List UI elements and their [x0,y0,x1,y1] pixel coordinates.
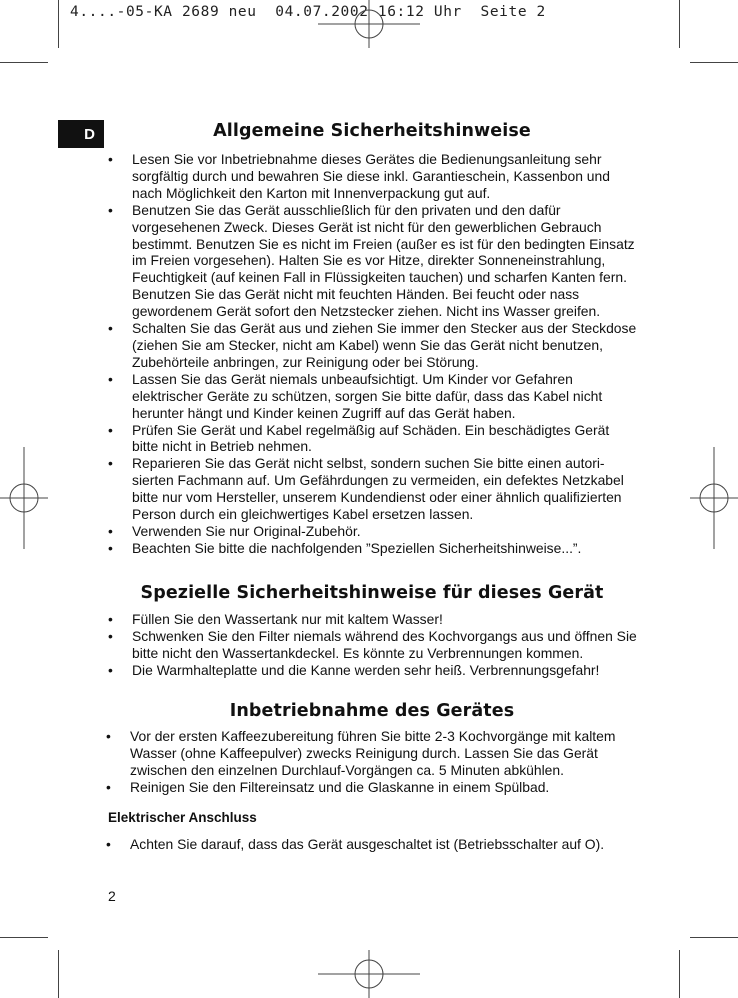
print-slug: 4....-05-KA 2689 neu 04.07.2002 16:12 Uhr Seite 2 [70,4,546,20]
crop-mark [690,937,738,938]
list-item: • Prüfen Sie Gerät und Kabel regelmäßig auf Schäden. Ein beschädigtes Gerät bitte nicht in Betrieb nehmen. [132,422,638,456]
list-item: • Die Warmhalteplatte und die Kanne werden sehr heiß. Verbrennungsgefahr! [132,662,638,679]
list-item: • Schwenken Sie den Filter niemals während des Kochvorgangs aus und öffnen Sie bitte nicht den Wassertankdeckel. Es könnte zu Verbrennungen kommen. [132,628,638,662]
commissioning-list [130,728,638,796]
section-title-general-safety: Allgemeine Sicherheitshinweise [213,121,531,141]
crop-mark [0,937,48,938]
list-item: • Benutzen Sie das Gerät ausschließlich für den privaten und den dafür vorgesehenen Zweck. Dieses Gerät ist nicht für den gewerblichen Gebrauch bestimmt. Benutzen Sie es nicht im Freien (außer es ist für den bedingten Einsatz im Freien vorgesehen). Halten Sie es vor Hitze, direkter Sonneneinstrahlung, Feuchtigkeit (auf keinen Fall in Flüssigkeiten tauchen) und scharfen Kanten fern. Benutzen Sie das Gerät nicht mit feuchten Händen. Bei feucht oder nass gewordenem Gerät sofort den Netzstecker ziehen. Nicht ins Wasser greifen. [132,202,638,320]
language-badge: D [58,120,104,148]
list-item: • Füllen Sie den Wassertank nur mit kaltem Wasser! [132,611,638,628]
list-item: • Beachten Sie bitte die nachfolgenden ”Speziellen Sicherheitshinweise...”. [132,540,638,557]
list-item: • Verwenden Sie nur Original-Zubehör. [132,523,638,540]
crop-mark [58,0,59,48]
list-item: • Lesen Sie vor Inbetriebnahme dieses Gerätes die Bedienungsanleitung sehr sorgfältig durch und bewahren Sie diese inkl. Garantieschein, Kassenbon und nach Möglichkeit den Karton mit Innenverpackung gut auf. [132,151,638,202]
list-item: • Vor der ersten Kaffeezubereitung führen Sie bitte 2-3 Kochvorgänge mit kaltem Wasser (ohne Kaffeepulver) zwecks Reinigung durch. Lassen Sie das Gerät zwischen den einzelnen Durchlauf-Vorgängen ca. 5 Minuten abkühlen. [130,728,638,779]
crop-mark [690,62,738,63]
list-item: • Lassen Sie das Gerät niemals unbeaufsichtigt. Um Kinder vor Gefahren elektrischer Geräte zu schützen, sorgen Sie bitte dafür, dass das Kabel nicht herunter hängt und Kinder keinen Zugriff auf das Gerät haben. [132,371,638,422]
list-item: • Reparieren Sie das Gerät nicht selbst, sondern suchen Sie bitte einen autori-sierten Fachmann auf. Um Gefährdungen zu vermeiden, ein defektes Netzkabel bitte nur vom Hersteller, unserem Kundendienst oder einer ähnlich qualifizierten Person durch ein gleichwertiges Kabel ersetzen lassen. [132,455,638,523]
registration-mark-bottom-icon [318,950,420,998]
section-title-electrical-connection: Elektrischer Anschluss [108,810,257,825]
list-item: • Schalten Sie das Gerät aus und ziehen Sie immer den Stecker aus der Steckdose (ziehen Sie am Stecker, nicht am Kabel) wenn Sie das Gerät nicht benutzen, Zubehörteile anbringen, zur Reinigung oder bei Störung. [132,320,638,371]
list-item: • Reinigen Sie den Filtereinsatz und die Glaskanne in einem Spülbad. [130,779,638,796]
section-title-special-safety: Spezielle Sicherheitshinweise für dieses Gerät [140,583,604,603]
section-title-commissioning: Inbetriebnahme des Gerätes [229,701,515,721]
special-safety-list [132,611,638,679]
general-safety-list [132,151,638,557]
page-number: 2 [108,888,116,904]
registration-mark-right-icon [690,447,738,549]
registration-mark-top-icon [318,0,420,48]
electrical-connection-list [130,836,638,853]
crop-mark [0,62,48,63]
list-item: • Achten Sie darauf, dass das Gerät ausgeschaltet ist (Betriebsschalter auf O). [130,836,638,853]
crop-mark [58,950,59,998]
registration-mark-left-icon [0,447,48,549]
crop-mark [679,0,680,48]
crop-mark [679,950,680,998]
